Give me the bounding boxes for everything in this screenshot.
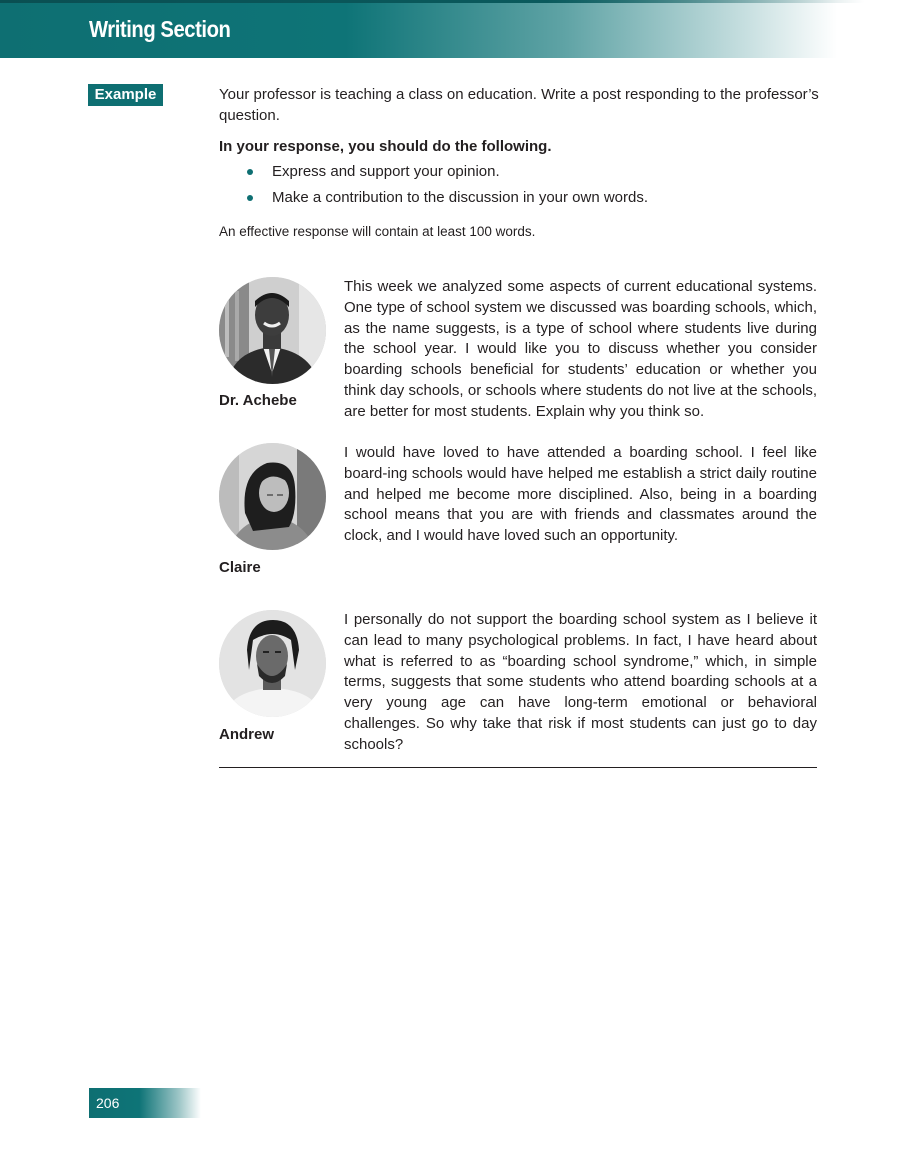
response-divider [219, 767, 817, 768]
post-body: I personally do not support the boarding school system as I believe it can lead to many psychological problems. In fact, I have heard about what is referred to as “boarding school syndrome,” which, in simple terms, suggests that some students who attend boarding schools at a very young age can have long-term emotional or behavioral challenges. So why take that risk if most students can just go to day schools? [344, 611, 817, 753]
instructions-heading: In your response, you should do the following. [219, 138, 552, 155]
list-item: Make a contribution to the discussion in your own words. [219, 187, 819, 208]
example-label: Example [88, 84, 163, 106]
avatar-andrew [219, 610, 326, 717]
speaker-name: Dr. Achebe [219, 392, 297, 409]
person-photo-icon [219, 277, 326, 384]
instructions-list [219, 161, 819, 208]
bullet-icon [247, 195, 253, 201]
post-student [219, 443, 819, 583]
header-banner [0, 0, 910, 58]
person-photo-icon [219, 443, 326, 550]
post-body: I would have loved to have attended a boarding school. I feel like board-ing schools would have helped me establish a strict daily routine and helped me become more disciplined. Also, being in a boarding school means that you are with friends and classmates around the clock, and I would have loved such an opportunity. [344, 444, 817, 545]
header-top-line [0, 0, 910, 3]
list-item: Express and support your opinion. [219, 161, 819, 182]
post-student [219, 610, 819, 753]
post-professor [219, 277, 819, 420]
avatar-claire [219, 443, 326, 550]
bullet-icon [247, 169, 253, 175]
prompt-intro: Your professor is teaching a class on education. Write a post responding to the professor’s question. [219, 86, 819, 124]
speaker-name: Andrew [219, 726, 275, 743]
word-count-note: An effective response will contain at least 100 words. [219, 224, 536, 239]
avatar-dr-achebe [219, 277, 326, 384]
page-number: 206 [96, 1095, 120, 1111]
person-photo-icon [219, 610, 326, 717]
post-body: This week we analyzed some aspects of current educational systems. One type of school system we discussed was boarding schools, which, as the name suggests, is a type of school where students live during the school year. I would like you to discuss whether you consider boarding schools beneficial for students’ education or whether you think day schools, or schools where students do not live at the schools, are better for most students. Explain why you think so. [344, 278, 817, 420]
speaker-name: Claire [219, 559, 261, 576]
task-prompt [219, 84, 819, 242]
section-title: Writing Section [89, 16, 231, 42]
